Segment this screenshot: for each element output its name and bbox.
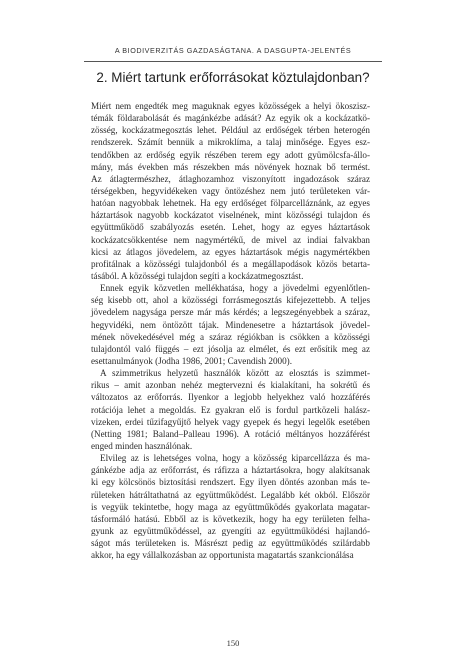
- text-line: tásformáló hatású. Ebből az is következik, hogy ha egy területen felha-: [91, 513, 370, 524]
- text-line: A szimmetrikus helyzetű használók között az elosztás is szimmet-: [100, 368, 370, 379]
- text-line: gyunk az együttműködéssel, az gyengíti az együttműködési hajlandó-: [91, 525, 370, 536]
- text-line: mány, más években más részekben más növények hoznak bő termést.: [91, 161, 370, 172]
- text-line: rületeken hátráltathatná az együttműködést. Legalább két okból. Először: [91, 489, 370, 500]
- text-line: kicsi az átlagos jövedelem, az egyes háztartások mégis nagymértékben: [91, 246, 370, 257]
- text-line: Ennek egyik közvetlen mellékhatása, hogy a jövedelmi egyenlőtlen-: [100, 283, 370, 294]
- paragraph: [91, 100, 370, 282]
- text-line: akkor, ha egy vállalkozásban az opportunista magatartás szankcionálása: [91, 550, 354, 561]
- text-line: jövedelem nagysága persze már más kérdés; a legszegényebbek a száraz,: [91, 307, 370, 318]
- text-line: vizeken, erdei tűzifagyűjtő helyek vagy gyepek és hegyi legelők esetében: [91, 416, 370, 427]
- text-line: ség kisebb ott, ahol a közösségi forrásmegosztás kifejezettebb. A teljes: [91, 295, 370, 306]
- text-line: gánkézbe adja az erőforrást, és ráfizza a háztartásokra, hogy alakítsanak: [91, 465, 370, 476]
- paragraph: [91, 452, 370, 561]
- text-line: ki egy kölcsönös biztosítási rendszert. Egy ilyen döntés azonban más te-: [91, 477, 370, 488]
- text-line: zösség, kockázatmegosztás lehet. Például az erdőségek térben heterogén: [91, 125, 370, 136]
- text-line: hatóan nagyobbak lehetnek. Ha egy erdőséget fölparcelláznánk, az egyes: [91, 198, 370, 209]
- text-line: is vegyük tekintetbe, hogy maga az együttműködés gyakorlata magatar-: [91, 501, 370, 512]
- section-title: 2. Miért tartunk erőforrásokat köztulajdonban?: [96, 70, 370, 85]
- text-line: rotációja lehet a megoldás. Ez gyakran elő is fordul partközeli halász-: [91, 404, 370, 415]
- text-line: tulajdontól való függés – ezt jósolja az elmélet, és ezt erősítik meg az: [91, 343, 370, 354]
- text-line: (Netting 1981; Baland–Palleau 1996). A rotáció méltányos hozzáférést: [91, 428, 370, 439]
- page-number: 150: [226, 638, 240, 648]
- text-line: Miért nem engedték meg maguknak egyes közösségek a helyi ökoszisz-: [91, 101, 370, 111]
- text-line: változatos az erőforrás. Ilyenkor a legjobb helyekhez való hozzáférés: [91, 392, 370, 403]
- text-line: együttműködő szabályozás esetén. Lehet, hogy az egyes háztartások: [91, 222, 370, 233]
- text-line: térségekben, hegyvidékeken vagy öntözéshez nem jutó területeken vár-: [91, 185, 370, 196]
- text-line: rikus – amit azonban nehéz megtervezni és kialakítani, ha sokrétű és: [91, 380, 370, 391]
- text-line: esettanulmányok (Jodha 1986, 2001; Cavendish 2000).: [91, 355, 292, 366]
- text-line: profitálnak a közösségi tulajdonból és a megállapodások közös betarta-: [91, 258, 370, 269]
- running-header: A BIODIVERZITÁS GAZDASÁGTANA. A DASGUPTA-JELENTÉS: [114, 46, 352, 55]
- text-line: ságot más területeken is. Másrészt pedig az együttműködés szilárdabb: [91, 538, 370, 549]
- text-line: Elvileg az is lehetséges volna, hogy a közösség kiparcellázza és ma-: [100, 453, 370, 464]
- body-text: [91, 100, 370, 561]
- text-line: hegyvidéki, nem öntözött tájak. Mindenesetre a háztartások jövedel-: [91, 319, 370, 330]
- text-line: tendőkben az erdőség egyik részében terem egy adott gyümölcsfa-állo-: [91, 149, 370, 160]
- text-line: kockázatcsökkentése nem nagymértékű, de mivel az indiai falvakban: [91, 234, 370, 245]
- paragraph: [91, 367, 370, 452]
- text-line: rendszerek. Számít bennük a mikroklíma, a talaj minősége. Egyes esz-: [91, 137, 370, 148]
- text-line: mének növekedésével még a száraz régiókban is csökken a közösségi: [91, 331, 370, 342]
- text-line: enged minden használónak.: [91, 440, 193, 451]
- text-line: tásából. A közösségi tulajdon segíti a kockázatmegosztást.: [91, 270, 304, 281]
- paragraph: [91, 282, 370, 367]
- text-line: Az átlagtermészhez, átlaghozamhoz viszonyított ingadozások száraz: [91, 173, 370, 184]
- text-line: témák földarabolását és magánkézbe adását? Az egyik ok a kockázatkö-: [91, 113, 370, 124]
- text-line: háztartások nagyobb kockázatot viselnének, mint közösségi tulajdon és: [91, 210, 370, 221]
- header-rule: [84, 61, 382, 62]
